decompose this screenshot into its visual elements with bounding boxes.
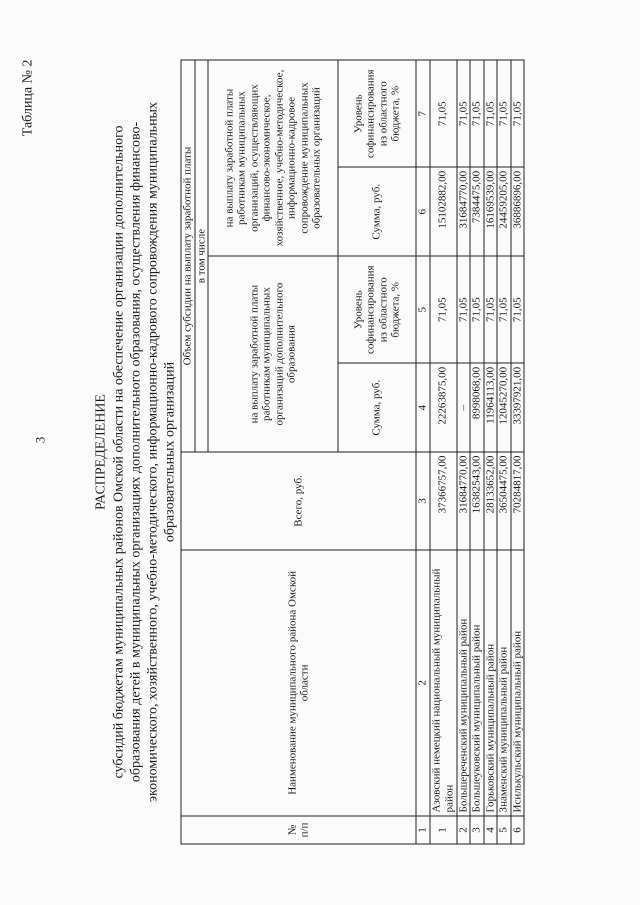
row-level-1: 71,05 (429, 256, 456, 363)
header-sum-1: Сумма, руб. (338, 363, 416, 452)
row-level-1: 71,05 (510, 256, 524, 363)
header-sum-2: Сумма, руб. (338, 167, 416, 256)
row-total: 37366757,00 (429, 452, 456, 550)
row-district-name: Знаменский муниципальный район (497, 550, 511, 816)
row-sum-2: 31684770,00 (456, 167, 470, 256)
row-sum-1: 8998068,00 (470, 363, 484, 452)
row-sum-1: 11964113,00 (483, 363, 497, 452)
row-level-1: 71,05 (470, 256, 484, 363)
row-sum-1: 12045270,00 (497, 363, 511, 452)
row-sum-2: 16169539,00 (483, 167, 497, 256)
row-level-1: 71,05 (456, 256, 470, 363)
row-level-1: 71,05 (497, 256, 511, 363)
table-row (470, 60, 484, 844)
row-total: 36504475,00 (497, 452, 511, 550)
row-sum-2: 36886896,00 (510, 167, 524, 256)
table-label: Таблица № 2 (20, 59, 35, 137)
row-num: 2 (456, 816, 470, 844)
row-num: 4 (483, 816, 497, 844)
row-level-2: 71,05 (470, 60, 484, 167)
row-total: 70284817,00 (510, 452, 524, 550)
row-level-2: 71,05 (456, 60, 470, 167)
row-num: 6 (510, 816, 524, 844)
row-district-name: Горьковский муниципальный район (483, 550, 497, 816)
row-sum-2: 24459205,00 (497, 167, 511, 256)
header-group-additional-education: на выплату заработной платы работникам муниципальных организаций дополнительного образования (208, 256, 338, 452)
row-num: 1 (429, 816, 456, 844)
row-total: 16382543,00 (470, 452, 484, 550)
column-index-row (416, 60, 430, 844)
column-index: 7 (416, 60, 430, 167)
row-level-2: 71,05 (510, 60, 524, 167)
column-index: 2 (416, 550, 430, 816)
column-index: 3 (416, 452, 430, 550)
header-level-1: Уровень софинансирования из областного бюджета, % (338, 256, 416, 363)
table-row (456, 60, 470, 844)
column-index: 6 (416, 167, 430, 256)
row-sum-1: – (456, 363, 470, 452)
table-row (497, 60, 511, 844)
document-title: РАСПРЕДЕЛЕНИЕ (93, 394, 108, 510)
table-row (483, 60, 497, 844)
row-sum-2: 15102882,00 (429, 167, 456, 256)
header-group-support-organizations: на выплату заработной платы работникам муниципальных организаций, осуществляющих финансово-экономическое, хозяйственное, учебно-методическое, информационно-кадровое сопровождение муниципальных образовательных организаций (208, 60, 338, 256)
table-row (510, 60, 524, 844)
page-number: 3 (32, 436, 48, 444)
row-level-2: 71,05 (497, 60, 511, 167)
document-subtitle: субсидий бюджетам муниципальных районов Омской области на обеспечение организации дополнительного образования детей в муниципальных организациях дополнительного образования, осуществления финансово-экономического, хозяйственного, учебно-методического, информационно-кадрового сопровождения муниципальных образовательных организаций (111, 102, 177, 802)
row-num: 3 (470, 816, 484, 844)
column-index: 5 (416, 256, 430, 363)
row-level-2: 71,05 (429, 60, 456, 167)
row-district-name: Исилькульский муниципальный район (510, 550, 524, 816)
row-district-name: Азовский немецкий национальный муниципальный район (429, 550, 456, 816)
row-level-1: 71,05 (483, 256, 497, 363)
row-total: 31684770,00 (456, 452, 470, 550)
header-district-name: Наименование муниципального района Омской области (181, 550, 416, 816)
header-including: в том числе (194, 60, 208, 452)
row-sum-1: 22263875,00 (429, 363, 456, 452)
header-volume: Объем субсидии на выплату заработной платы (181, 60, 195, 452)
header-level-2: Уровень софинансирования из областного бюджета, % (338, 60, 416, 167)
header-total: Всего, руб. (181, 452, 416, 550)
subsidy-distribution-table (180, 60, 524, 845)
row-sum-2: 7384475,00 (470, 167, 484, 256)
row-total: 28133652,00 (483, 452, 497, 550)
row-sum-1: 33397921,00 (510, 363, 524, 452)
document-page-content (20, 60, 620, 845)
row-num: 5 (497, 816, 511, 844)
column-index: 1 (416, 816, 430, 844)
table-row (429, 60, 456, 844)
row-district-name: Большеуковский муниципальный район (470, 550, 484, 816)
header-num: № п/п (181, 816, 416, 844)
row-district-name: Большереченский муниципальный район (456, 550, 470, 816)
column-index: 4 (416, 363, 430, 452)
row-level-2: 71,05 (483, 60, 497, 167)
